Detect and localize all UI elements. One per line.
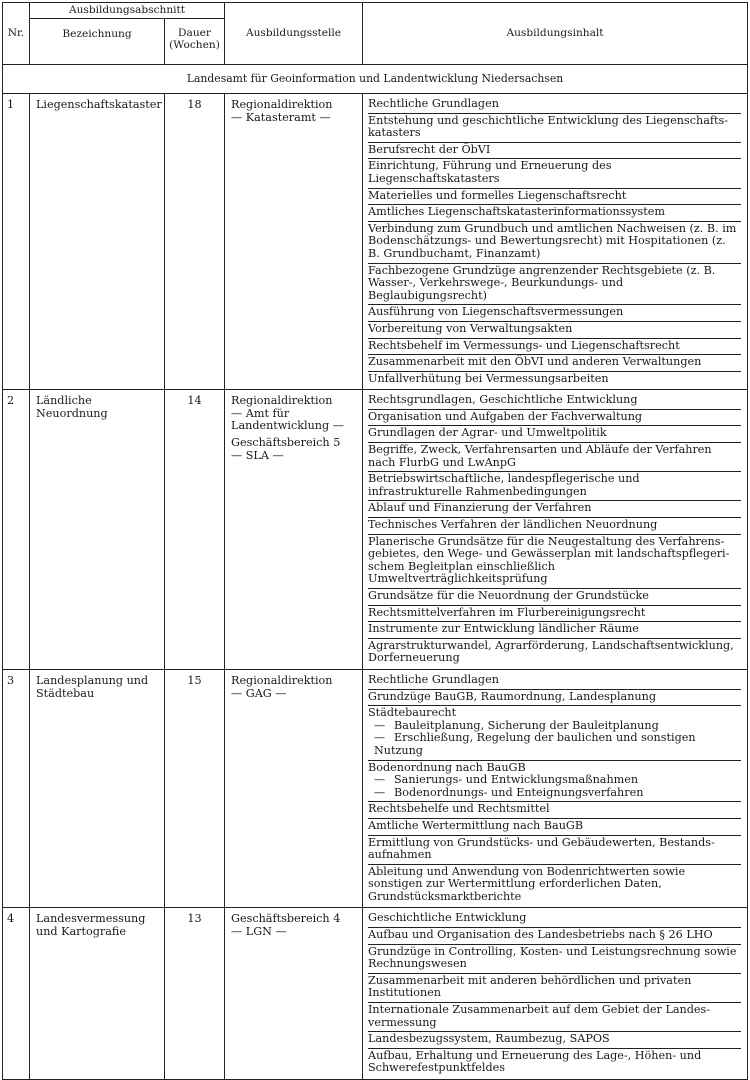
list-item: Rechtsbehelfe und Rechtsmittel xyxy=(368,802,741,819)
list-item: Amtliches Liegenschaftskatasterinformationssystem xyxy=(368,205,741,222)
row-bezeichnung: Landesvermessung und Kartografie xyxy=(30,908,165,1080)
list-item: Ausführung von Liegenschaftsvermessungen xyxy=(368,305,741,322)
list-item: Ermittlung von Grundstücks- und Gebäudewerten, Bestands-aufnahmen xyxy=(368,836,741,865)
row-stelle xyxy=(225,908,363,1080)
stelle-line: — SLA — xyxy=(231,448,284,462)
list-item: Geschichtliche Entwicklung xyxy=(368,911,741,928)
list-item: Planerische Grundsätze für die Neugestaltung des Verfahrens-gebietes, den Wege- und Gewässerplan mit landschaftspflegeri-schem Begleitplan einschließlich Umweltverträglichkeitsprüfung xyxy=(368,535,741,589)
list-item xyxy=(368,706,741,760)
stelle-line: — GAG — xyxy=(231,686,287,700)
header-bezeichnung: Bezeichnung xyxy=(30,19,165,65)
row-inhalt xyxy=(363,94,748,390)
list-subitem: — Erschließung, Regelung der baulichen und sonstigen Nutzung xyxy=(368,732,737,757)
header-nr: Nr. xyxy=(3,3,30,65)
row-nr: 2 xyxy=(3,390,30,670)
row-inhalt xyxy=(363,908,748,1080)
table-row xyxy=(3,94,748,390)
header-inhalt: Ausbildungsinhalt xyxy=(363,3,748,65)
stelle-line: Geschäftsbereich 5 xyxy=(231,436,341,450)
row-nr: 3 xyxy=(3,669,30,908)
list-item: Fachbezogene Grundzüge angrenzender Rechtsgebiete (z. B. Wasser-, Verkehrswege-, Beurkundungs- und Beglaubigungsrecht) xyxy=(368,264,741,306)
list-item: Materielles und formelles Liegenschaftsrecht xyxy=(368,189,741,206)
list-item: Aufbau, Erhaltung und Erneuerung des Lage-, Höhen- und Schwerefestpunktfeldes xyxy=(368,1048,702,1075)
row-dauer: 15 xyxy=(165,669,225,908)
list-item: Ablauf und Finanzierung der Verfahren xyxy=(368,501,741,518)
table-row xyxy=(3,390,748,670)
list-item: Rechtsgrundlagen, Geschichtliche Entwicklung xyxy=(368,393,741,410)
row-dauer: 13 xyxy=(165,908,225,1080)
training-table xyxy=(2,2,748,1080)
list-item: Unfallverhütung bei Vermessungsarbeiten xyxy=(368,371,609,385)
stelle-line: Regionaldirektion xyxy=(231,98,333,111)
list-item: Organisation und Aufgaben der Fachverwaltung xyxy=(368,410,741,427)
list-item: Landesbezugssystem, Raumbezug, SAPOS xyxy=(368,1032,741,1049)
list-item: Grundzüge BauGB, Raumordnung, Landesplanung xyxy=(368,690,741,707)
list-item: Betriebswirtschaftliche, landespflegerische und infrastrukturelle Rahmenbedingungen xyxy=(368,472,741,501)
header-section-group: Ausbildungsabschnitt xyxy=(30,3,225,19)
list-item: Ableitung und Anwendung von Bodenrichtwerten sowie sonstigen zur Wertermittlung erforderlichen Daten, Grundstücksmarktberichte xyxy=(368,864,686,903)
list-item: Entstehung und geschichtliche Entwicklung des Liegenschafts-katasters xyxy=(368,114,741,143)
row-stelle xyxy=(225,94,363,390)
list-item: Rechtliche Grundlagen xyxy=(368,97,741,114)
list-item: Zusammenarbeit mit den ÖbVI und anderen Verwaltungen xyxy=(368,355,741,372)
list-item: Zusammenarbeit mit anderen behördlichen und privaten Institutionen xyxy=(368,974,741,1003)
list-item: Rechtsbehelf im Vermessungs- und Liegenschaftsrecht xyxy=(368,339,741,356)
table-row xyxy=(3,908,748,1080)
list-item: Grundzüge in Controlling, Kosten- und Leistungsrechnung sowie Rechnungswesen xyxy=(368,945,741,974)
stelle-line: Geschäftsbereich 4 xyxy=(231,912,341,926)
stelle-line: — LGN — xyxy=(231,925,287,939)
row-nr: 1 xyxy=(3,94,30,390)
table-row xyxy=(3,669,748,908)
list-item: Begriffe, Zweck, Verfahrensarten und Abläufe der Verfahren nach FlurbG und LwAnpG xyxy=(368,443,741,472)
stelle-line: — Katasteramt — xyxy=(231,110,331,124)
list-item-title: Bodenordnung nach BauGB xyxy=(368,760,526,774)
organization-banner: Landesamt für Geoinformation und Landentwicklung Niedersachsen xyxy=(3,65,748,94)
stelle-line: — Amt für Landentwicklung — xyxy=(231,406,344,433)
list-item: Aufbau und Organisation des Landesbetriebs nach § 26 LHO xyxy=(368,928,741,945)
list-item-title: Städtebaurecht xyxy=(368,706,457,720)
list-subitem: — Bauleitplanung, Sicherung der Bauleitplanung xyxy=(368,720,737,733)
row-dauer: 14 xyxy=(165,390,225,670)
list-item: Berufsrecht der ÖbVI xyxy=(368,143,741,160)
list-item: Instrumente zur Entwicklung ländlicher Räume xyxy=(368,622,741,639)
row-inhalt xyxy=(363,669,748,908)
list-item: Grundsätze für die Neuordnung der Grundstücke xyxy=(368,589,741,606)
list-item: Grundlagen der Agrar- und Umweltpolitik xyxy=(368,426,741,443)
row-dauer: 18 xyxy=(165,94,225,390)
list-item xyxy=(368,761,741,803)
list-item: Einrichtung, Führung und Erneuerung des Liegenschaftskatasters xyxy=(368,159,741,188)
list-item: Agrarstrukturwandel, Agrarförderung, Landschaftsentwicklung, Dorferneuerung xyxy=(368,638,734,665)
row-bezeichnung: Ländliche Neuordnung xyxy=(30,390,165,670)
row-bezeichnung: Landesplanung und Städtebau xyxy=(30,669,165,908)
stelle-line: Regionaldirektion xyxy=(231,394,333,408)
header-dauer: Dauer (Wochen) xyxy=(165,19,225,65)
list-subitem: — Bodenordnungs- und Enteignungsverfahren xyxy=(368,787,737,800)
row-stelle xyxy=(225,669,363,908)
header-stelle: Ausbildungsstelle xyxy=(225,3,363,65)
row-nr: 4 xyxy=(3,908,30,1080)
stelle-line: Regionaldirektion xyxy=(231,673,333,687)
row-stelle xyxy=(225,390,363,670)
list-item: Vorbereitung von Verwaltungsakten xyxy=(368,322,741,339)
row-bezeichnung: Liegenschaftskataster xyxy=(30,94,165,390)
list-item: Technisches Verfahren der ländlichen Neuordnung xyxy=(368,518,741,535)
list-item: Rechtsmittelverfahren im Flurbereinigungsrecht xyxy=(368,606,741,623)
list-item: Rechtliche Grundlagen xyxy=(368,673,741,690)
list-item: Internationale Zusammenarbeit auf dem Gebiet der Landes-vermessung xyxy=(368,1003,741,1032)
list-item: Amtliche Wertermittlung nach BauGB xyxy=(368,819,741,836)
list-subitem: — Sanierungs- und Entwicklungsmaßnahmen xyxy=(368,774,737,787)
row-inhalt xyxy=(363,390,748,670)
list-item: Verbindung zum Grundbuch und amtlichen Nachweisen (z. B. im Bodenschätzungs- und Bewertungsrecht) mit Hospitationen (z. B. Grundbuchamt, Finanzamt) xyxy=(368,222,741,264)
